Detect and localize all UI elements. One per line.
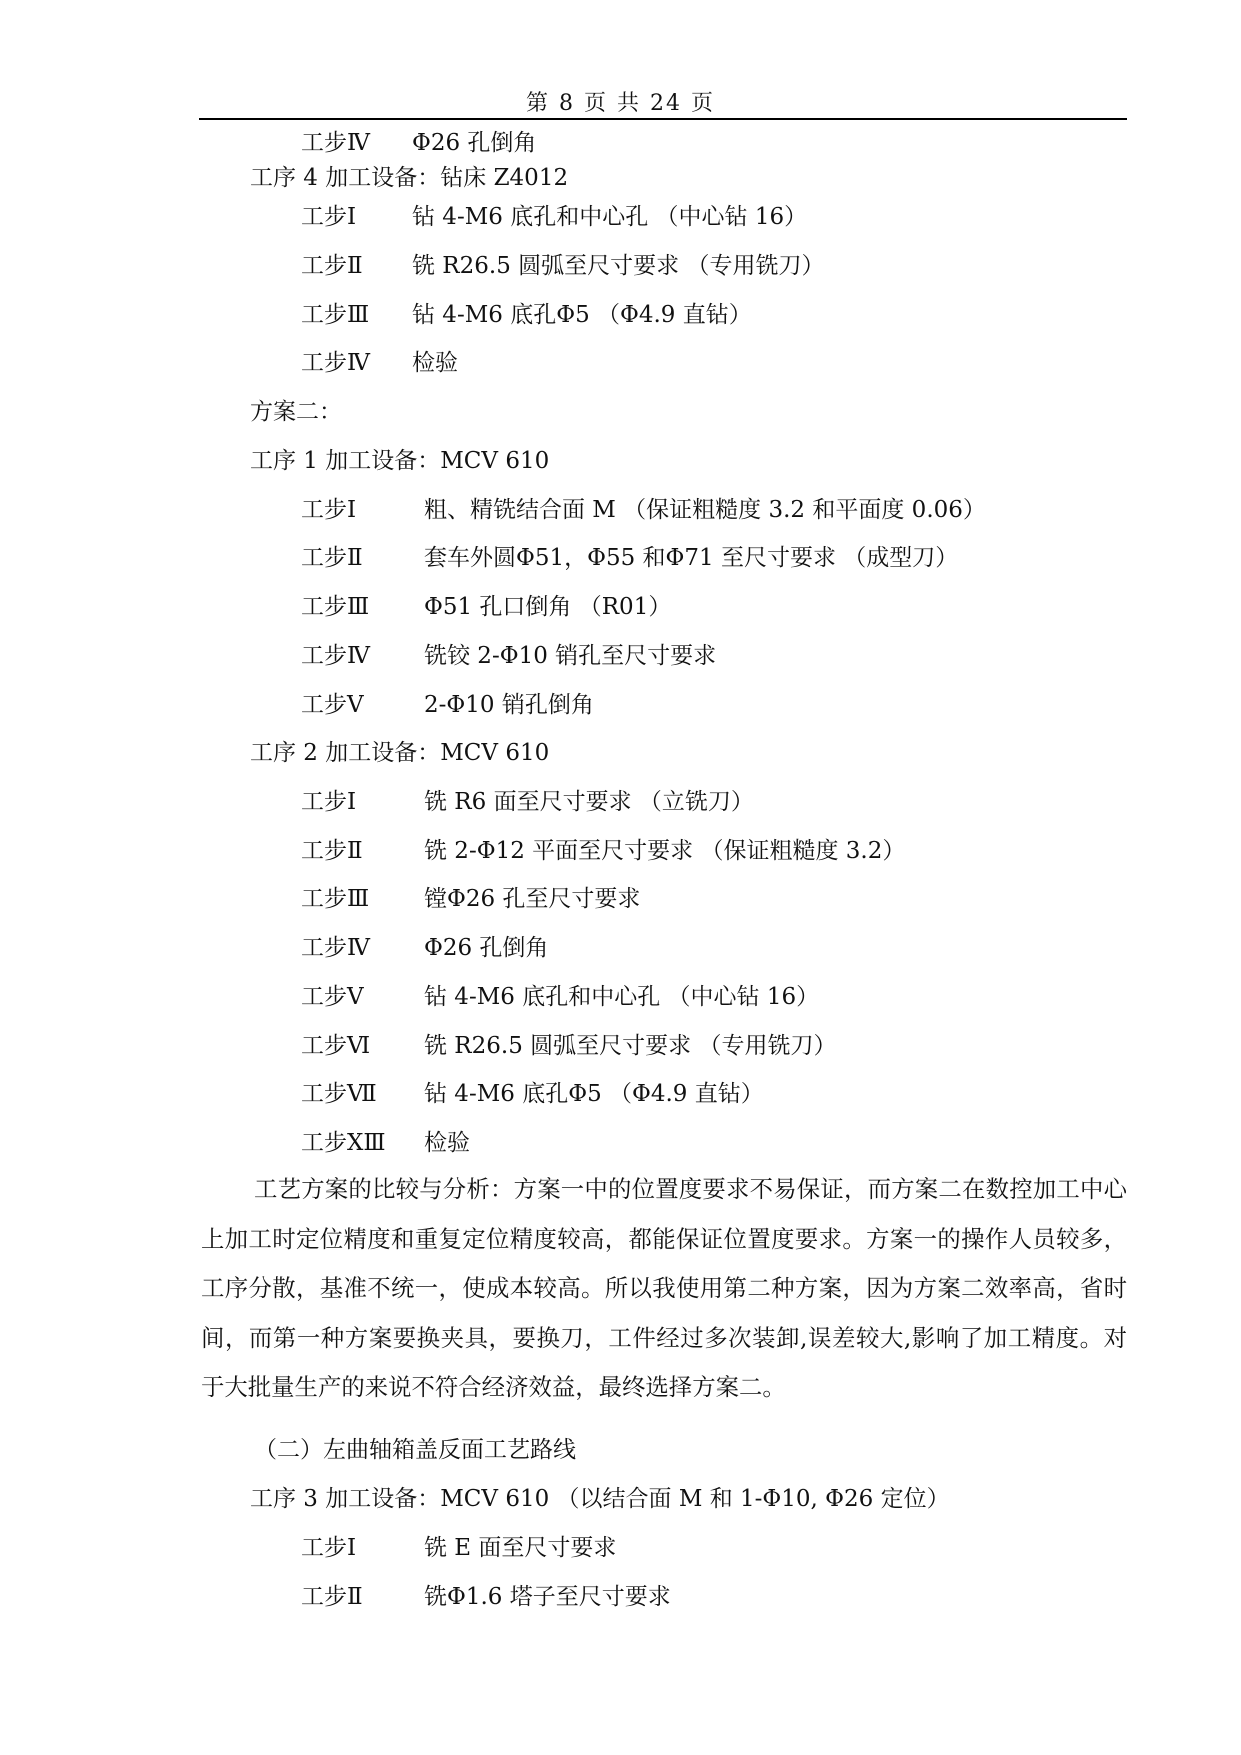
step-text: Φ26 孔倒角 (412, 130, 537, 156)
procedure-title: 工序 4 加工设备：钻床 Z4012 (250, 165, 569, 191)
step-label: 工步Ⅵ (301, 1033, 371, 1059)
step-text: 检验 (424, 1130, 470, 1156)
step-label: 工步Ⅱ (301, 838, 363, 864)
step-text: 铣 R6 面至尺寸要求 （立铣刀） (424, 789, 754, 815)
step-text: 套车外圆Φ51，Φ55 和Φ71 至尺寸要求 （成型刀） (424, 545, 959, 571)
step-label: 工步Ⅰ (301, 1535, 357, 1561)
procedure-title: 工序 2 加工设备：MCV 610 (250, 740, 550, 766)
step-label: 工步Ⅲ (301, 886, 370, 912)
step-text: 钻 4-M6 底孔Φ5 （Φ4.9 直钻） (424, 1081, 764, 1107)
analysis-paragraph: 工艺方案的比较与分析：方案一中的位置度要求不易保证，而方案二在数控加工中心上加工时定位精度和重复定位精度较高，都能保证位置度要求。方案一的操作人员较多，工序分散，基准不统一，使成本较高。所以我使用第二种方案，因为方案二效率高，省时间，而第一种方案要换夹具，要换刀，工件经过多次装卸,误差较大,影响了加工精度。对于大批量生产的来说不符合经济效益，最终选择方案二。 (201, 1175, 1127, 1401)
step-label: 工步Ⅳ (301, 643, 370, 669)
step-label: 工步Ⅳ (301, 935, 370, 961)
step-label: 工步Ⅴ (301, 984, 364, 1010)
step-text: Φ51 孔口倒角 （R01） (424, 594, 672, 620)
step-label: 工步Ⅲ (301, 302, 370, 328)
step-label: 工步Ⅰ (301, 497, 357, 523)
step-text: 钻 4-M6 底孔和中心孔 （中心钻 16） (412, 204, 808, 230)
step-label: 工步Ⅱ (301, 253, 363, 279)
step-label: 工步ⅩⅢ (301, 1130, 386, 1156)
step-text: 镗Φ26 孔至尺寸要求 (424, 886, 641, 912)
step-label: 工步Ⅰ (301, 204, 357, 230)
step-label: 工步Ⅳ (301, 350, 370, 376)
step-label: 工步Ⅶ (301, 1081, 377, 1107)
section-title: （二）左曲轴箱盖反面工艺路线 (254, 1437, 576, 1463)
step-label: 工步Ⅰ (301, 789, 357, 815)
step-text: 铣 2-Φ12 平面至尺寸要求 （保证粗糙度 3.2） (424, 838, 906, 864)
step-label: 工步Ⅲ (301, 594, 370, 620)
step-label: 工步Ⅱ (301, 1584, 363, 1610)
step-label: 工步Ⅱ (301, 545, 363, 571)
procedure-title: 工序 3 加工设备：MCV 610 （以结合面 M 和 1-Φ10, Φ26 定位） (250, 1486, 950, 1512)
step-text: 铣 E 面至尺寸要求 (424, 1535, 617, 1561)
page-number: 第 8 页 共 24 页 (526, 91, 715, 116)
procedure-title: 工序 1 加工设备：MCV 610 (250, 448, 550, 474)
header-rule (199, 118, 1127, 120)
step-text: 铣 R26.5 圆弧至尺寸要求 （专用铣刀） (424, 1033, 837, 1059)
step-text: 铣Φ1.6 塔子至尺寸要求 (424, 1584, 671, 1610)
step-text: 钻 4-M6 底孔和中心孔 （中心钻 16） (424, 984, 820, 1010)
plan-title: 方案二： (250, 399, 342, 425)
step-text: 粗、精铣结合面 M （保证粗糙度 3.2 和平面度 0.06） (424, 497, 986, 523)
step-text: 检验 (412, 350, 458, 376)
step-text: 钻 4-M6 底孔Φ5 （Φ4.9 直钻） (412, 302, 752, 328)
step-label: 工步Ⅴ (301, 692, 364, 718)
step-text: 2-Φ10 销孔倒角 (424, 692, 594, 718)
step-text: Φ26 孔倒角 (424, 935, 549, 961)
step-text: 铣铰 2-Φ10 销孔至尺寸要求 (424, 643, 717, 669)
step-label: 工步Ⅳ (301, 130, 370, 156)
step-text: 铣 R26.5 圆弧至尺寸要求 （专用铣刀） (412, 253, 825, 279)
